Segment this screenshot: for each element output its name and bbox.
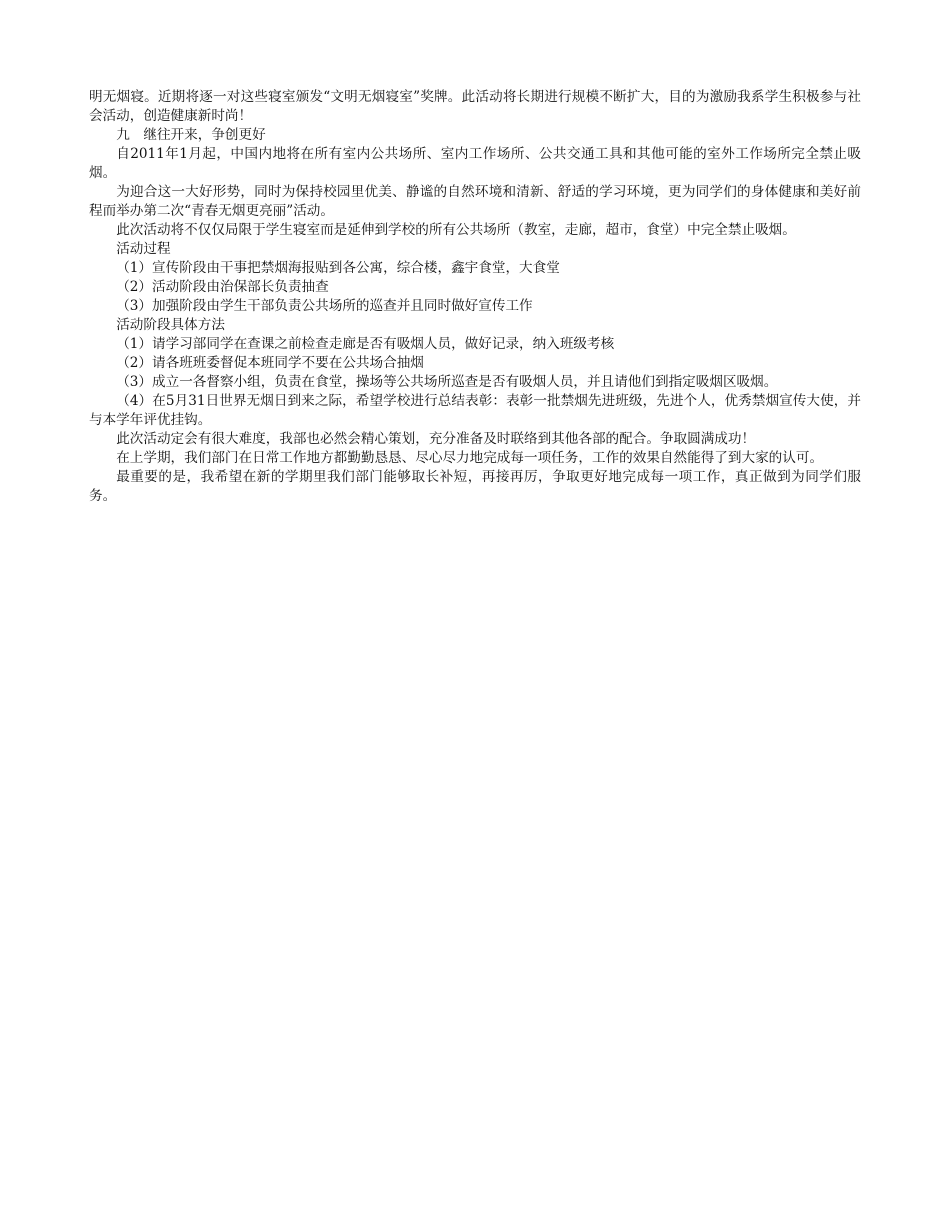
paragraph: 此次活动将不仅仅局限于学生寝室而是延伸到学校的所有公共场所（教室，走廊，超市，食堂）中完全禁止吸烟。 (116, 222, 796, 238)
list-item: （4）在5月31日世界无烟日到来之际，希望学校进行总结表彰：表彰一批禁烟先进班级，先进个人，优秀禁烟宣传大使，并与本学年评优挂钩。 (89, 393, 861, 428)
paragraph: 自2011年1月起，中国内地将在所有室内公共场所、室内工作场所、公共交通工具和其他可能的室外工作场所完全禁止吸烟。 (89, 146, 861, 181)
list-item: （3）成立一各督察小组，负责在食堂，操场等公共场所巡查是否有吸烟人员，并且请他们到指定吸烟区吸烟。 (116, 374, 778, 390)
list-item: （3）加强阶段由学生干部负责公共场所的巡查并且同时做好宣传工作 (116, 298, 533, 314)
subheading: 活动阶段具体方法 (116, 317, 225, 333)
subheading: 活动过程 (116, 241, 171, 257)
list-item: （1）请学习部同学在查课之前检查走廊是否有吸烟人员，做好记录，纳入班级考核 (116, 336, 615, 352)
paragraph-continuation: 明无烟寝。近期将逐一对这些寝室颁发“文明无烟寝室”奖牌。此活动将长期进行规模不断扩大，目的为激励我系学生积极参与社会活动，创造健康新时尚！ (89, 89, 861, 124)
paragraph: 在上学期，我们部门在日常工作地方都勤勤恳恳、尽心尽力地完成每一项任务，工作的效果自然能得了到大家的认可。 (116, 450, 824, 466)
list-item: （1）宣传阶段由干事把禁烟海报贴到各公寓，综合楼，鑫宇食堂，大食堂 (116, 260, 560, 276)
list-item: （2）请各班班委督促本班同学不要在公共场合抽烟 (116, 355, 424, 371)
list-item: （2）活动阶段由治保部长负责抽查 (116, 279, 329, 295)
paragraph: 为迎合这一大好形势，同时为保持校园里优美、静谧的自然环境和清新、舒适的学习环境，更为同学们的身体健康和美好前程而举办第二次“青春无烟更亮丽”活动。 (89, 184, 861, 219)
paragraph: 最重要的是，我希望在新的学期里我们部门能够取长补短，再接再厉，争取更好地完成每一项工作，真正做到为同学们服务。 (89, 469, 861, 504)
document-body (89, 88, 861, 506)
section-heading: 九 继往开来，争创更好 (116, 127, 266, 143)
paragraph: 此次活动定会有很大难度，我部也必然会精心策划，充分准备及时联络到其他各部的配合。争取圆满成功！ (116, 431, 756, 447)
